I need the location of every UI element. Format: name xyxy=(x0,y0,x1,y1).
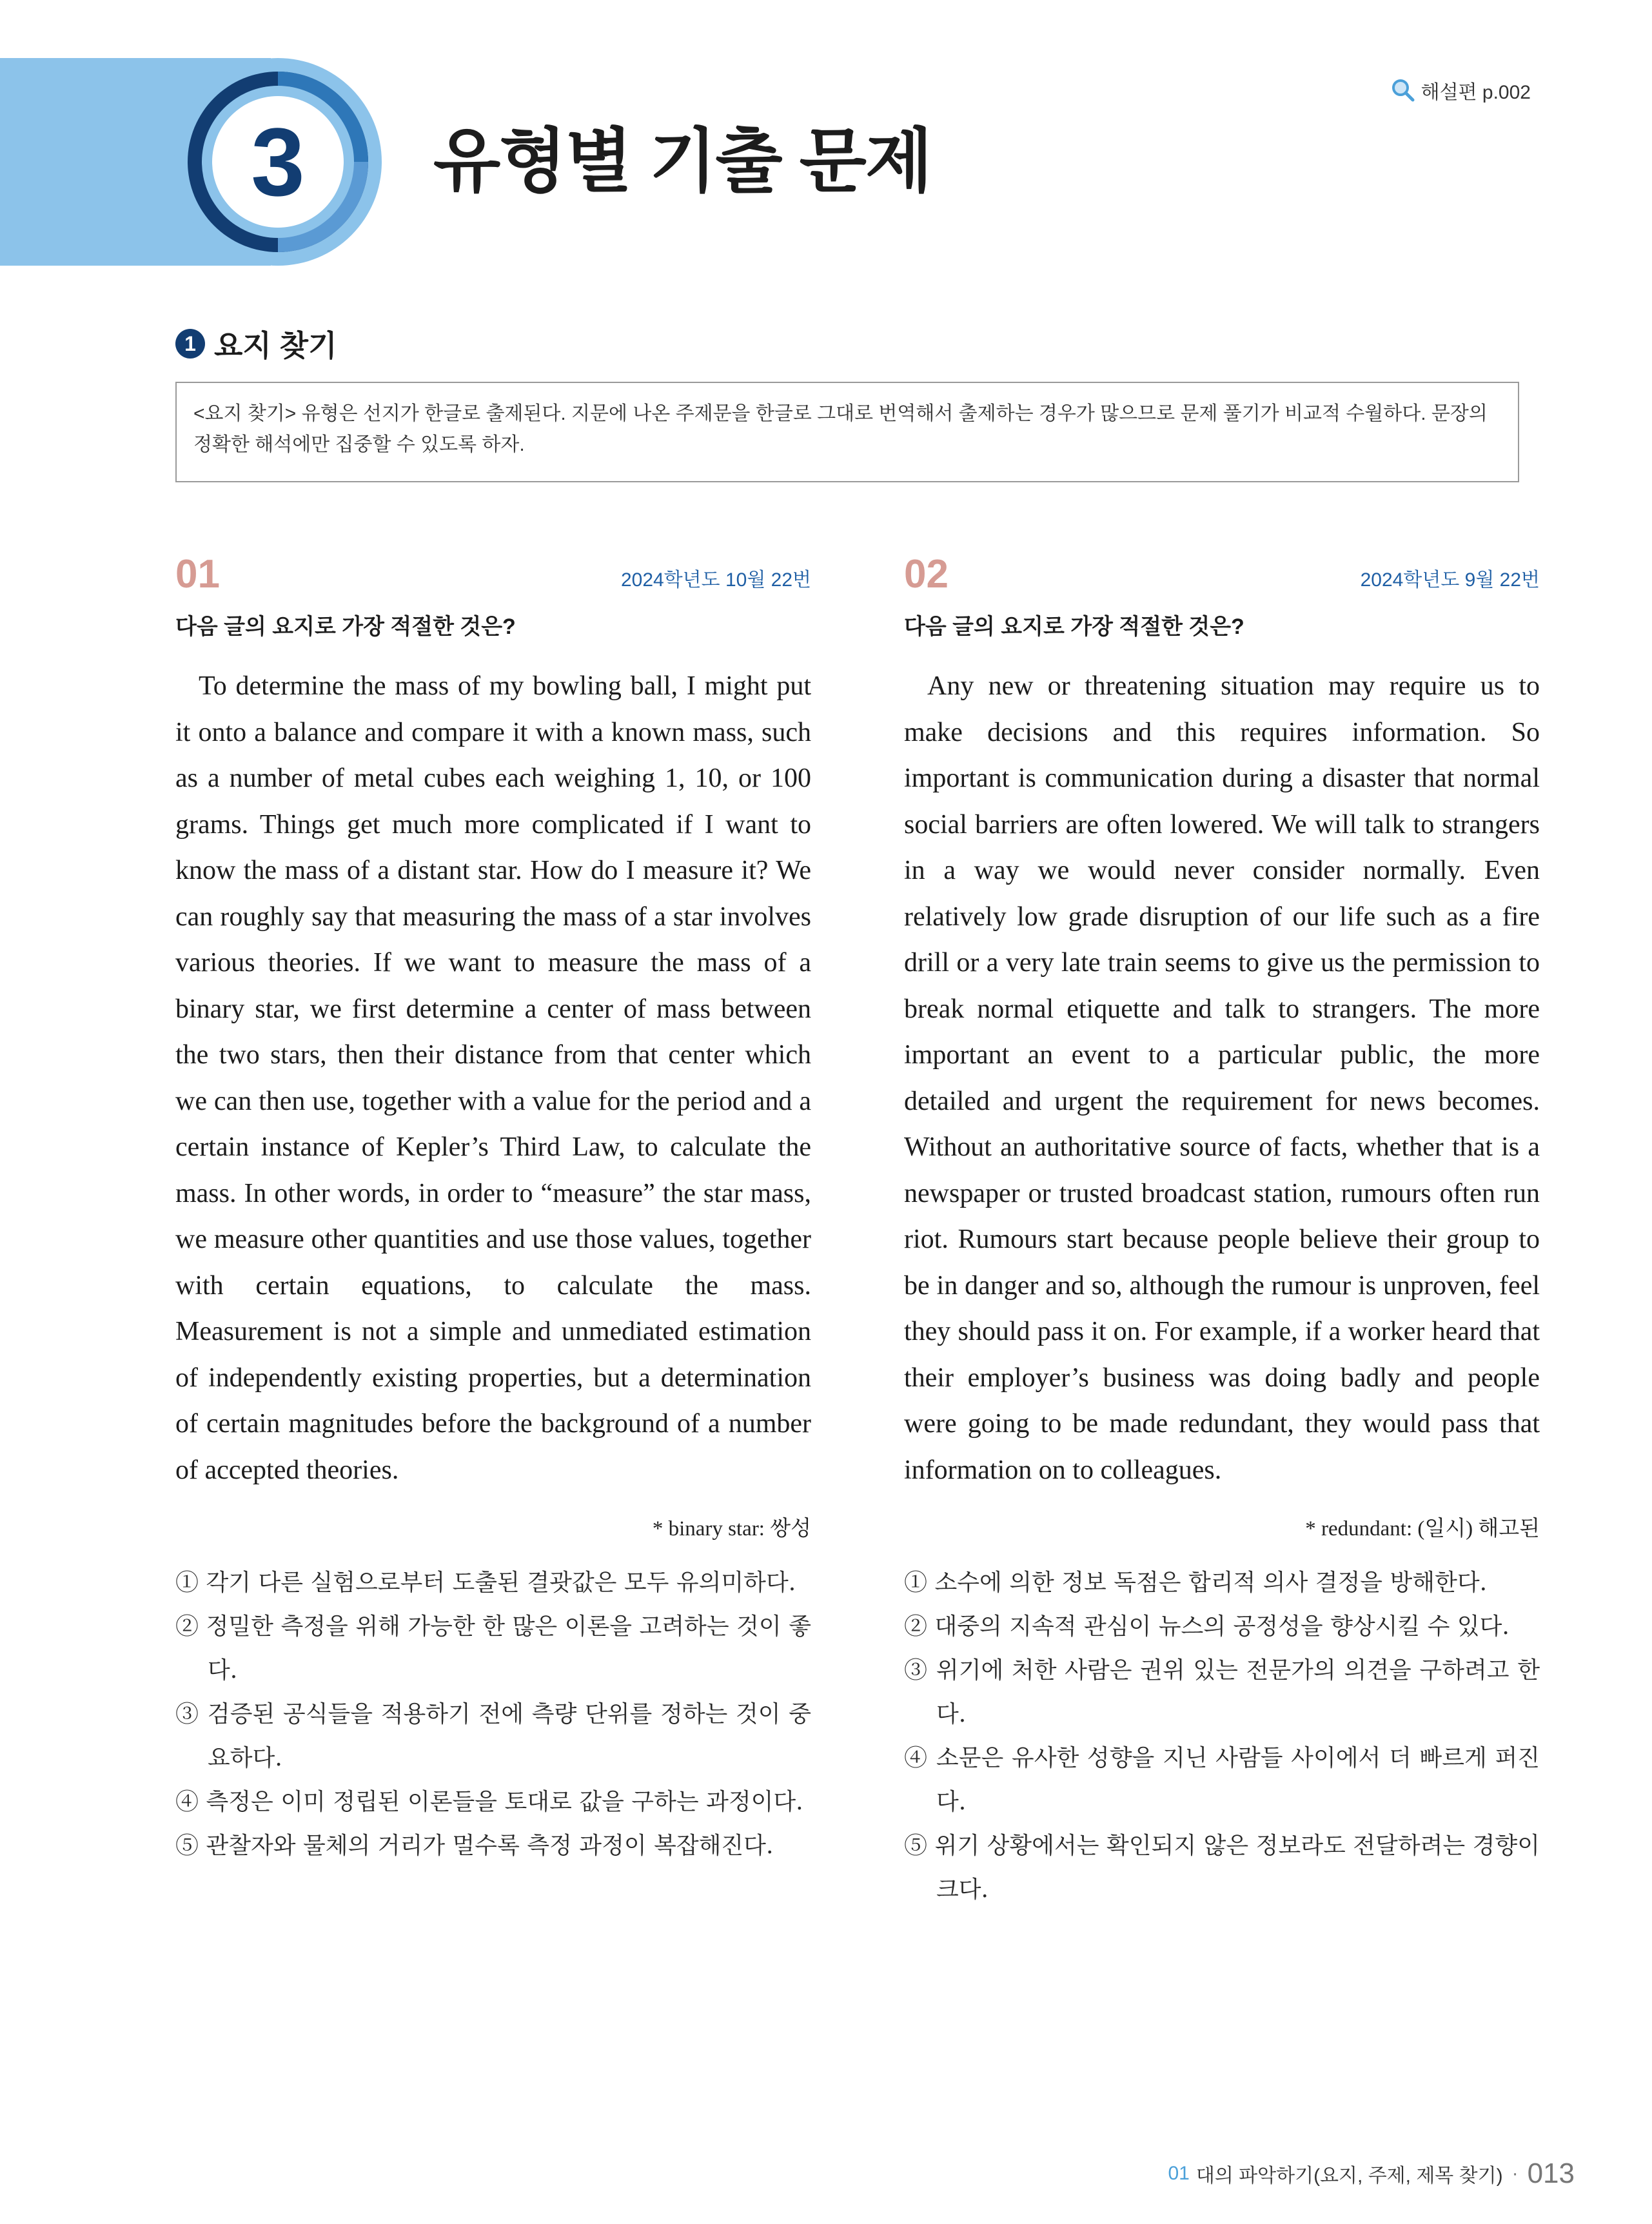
answer-reference[interactable] xyxy=(1390,76,1531,104)
answer-options xyxy=(904,1561,1540,1912)
section-number-badge: 1 xyxy=(175,329,205,359)
section-header xyxy=(175,322,337,365)
chapter-title: 유형별 기출 문제 xyxy=(433,122,932,200)
answer-option-5[interactable]: ⑤ 관찰자와 물체의 거리가 멀수록 측정 과정이 복잡해진다. xyxy=(175,1833,774,1859)
question-02 xyxy=(904,549,1540,1912)
question-source: 2024학년도 10월 22번 xyxy=(620,569,811,591)
page-number: 013 xyxy=(1527,2158,1575,2189)
answer-option-1[interactable]: ① 각기 다른 실험으로부터 도출된 결괏값은 모두 유의미하다. xyxy=(175,1570,796,1596)
passage: Any new or threatening situation may require us to make decisions and this requires information. So important is communication during a disaster that normal social barriers are often lowered. We will talk to strangers in a way we would never consider normally. Even relatively low grade disruption of our life such as a fire drill or a very late train seems to give us the permission to break normal etiquette and talk to strangers. The more important an event to a particular public, the more detailed and urgent the requirement for news becomes. Without an authoritative source of facts, whether that is a newspaper or trusted broadcast station, rumours often run riot. Rumours start because people believe their group to be in danger and so, although the rumour is unproven, feel they should pass it on. For example, if a worker heard that their employer’s business was doing badly and people were going to be made redundant, they would pass that information on to colleagues. xyxy=(904,671,1540,1485)
answer-options xyxy=(175,1561,811,1868)
section-guide-box: <요지 찾기> 유형은 선지가 한글로 출제된다. 지문에 나온 주제문을 한글로 그대로 번역해서 출제하는 경우가 많으므로 문제 풀기가 비교적 수월하다. 문장의 정확한 해석에만 집중할 수 있도록 하자. xyxy=(175,382,1519,482)
footer-chapter-number: 01 xyxy=(1168,2163,1190,2184)
question-prompt: 다음 글의 요지로 가장 적절한 것은? xyxy=(904,615,1244,639)
passage: To determine the mass of my bowling ball, I might put it onto a balance and compare it with a known mass, such as a number of metal cubes each weighing 1, 10, or 100 grams. Things get much more complicated if I want to know the mass of a distant star. How do I measure it? We can roughly say that measuring the mass of a star involves various theories. If we want to measure the mass of a binary star, we first determine a center of mass between the two stars, then their distance from that center which we can then use, together with a value for the period and a certain instance of Kepler’s Third Law, to calculate the mass. In other words, in order to “measure” the star mass, we measure other quantities and use those values, together with certain equations, to calculate the mass. Measurement is not a simple and unmediated estimation of independently existing properties, but a determination of certain magnitudes before the background of a number of accepted theories. xyxy=(175,671,811,1485)
question-number: 01 xyxy=(175,552,220,596)
chapter-number: 3 xyxy=(251,108,305,216)
answer-option-4[interactable]: ④ 측정은 이미 정립된 이론들을 토대로 값을 구하는 과정이다. xyxy=(175,1789,803,1815)
footnote: * redundant: (일시) 해고된 xyxy=(1305,1517,1540,1540)
answer-option-1[interactable]: ① 소수에 의한 정보 독점은 합리적 의사 결정을 방해한다. xyxy=(904,1570,1488,1596)
footer-separator: · xyxy=(1511,2163,1519,2184)
answer-option-3[interactable]: ③ 검증된 공식들을 적용하기 전에 측량 단위를 정하는 것이 중요하다. xyxy=(175,1701,811,1771)
answer-option-4[interactable]: ④ 소문은 유사한 성향을 지닌 사람들 사이에서 더 빠르게 퍼진다. xyxy=(904,1745,1540,1815)
question-source: 2024학년도 9월 22번 xyxy=(1360,569,1540,591)
footnote: * binary star: 쌍성 xyxy=(652,1517,811,1540)
answer-option-5[interactable]: ⑤ 위기 상황에서는 확인되지 않은 정보라도 전달하려는 경향이 크다. xyxy=(904,1833,1540,1903)
answer-option-3[interactable]: ③ 위기에 처한 사람은 권위 있는 전문가의 의견을 구하려고 한다. xyxy=(904,1657,1540,1727)
footer-chapter-title: 대의 파악하기(요지, 주제, 제목 찾기) xyxy=(1195,2165,1503,2187)
question-prompt: 다음 글의 요지로 가장 적절한 것은? xyxy=(175,615,516,639)
section-title: 요지 찾기 xyxy=(214,329,337,362)
question-number: 02 xyxy=(904,552,949,596)
page-footer xyxy=(1168,2158,1575,2190)
answer-option-2[interactable]: ② 정밀한 측정을 위해 가능한 한 많은 이론을 고려하는 것이 좋다. xyxy=(175,1613,811,1684)
search-icon xyxy=(1390,77,1416,103)
answer-reference-label: 해설편 p.002 xyxy=(1421,82,1531,103)
answer-option-2[interactable]: ② 대중의 지속적 관심이 뉴스의 공정성을 향상시킬 수 있다. xyxy=(904,1613,1509,1640)
question-01 xyxy=(175,549,811,1868)
